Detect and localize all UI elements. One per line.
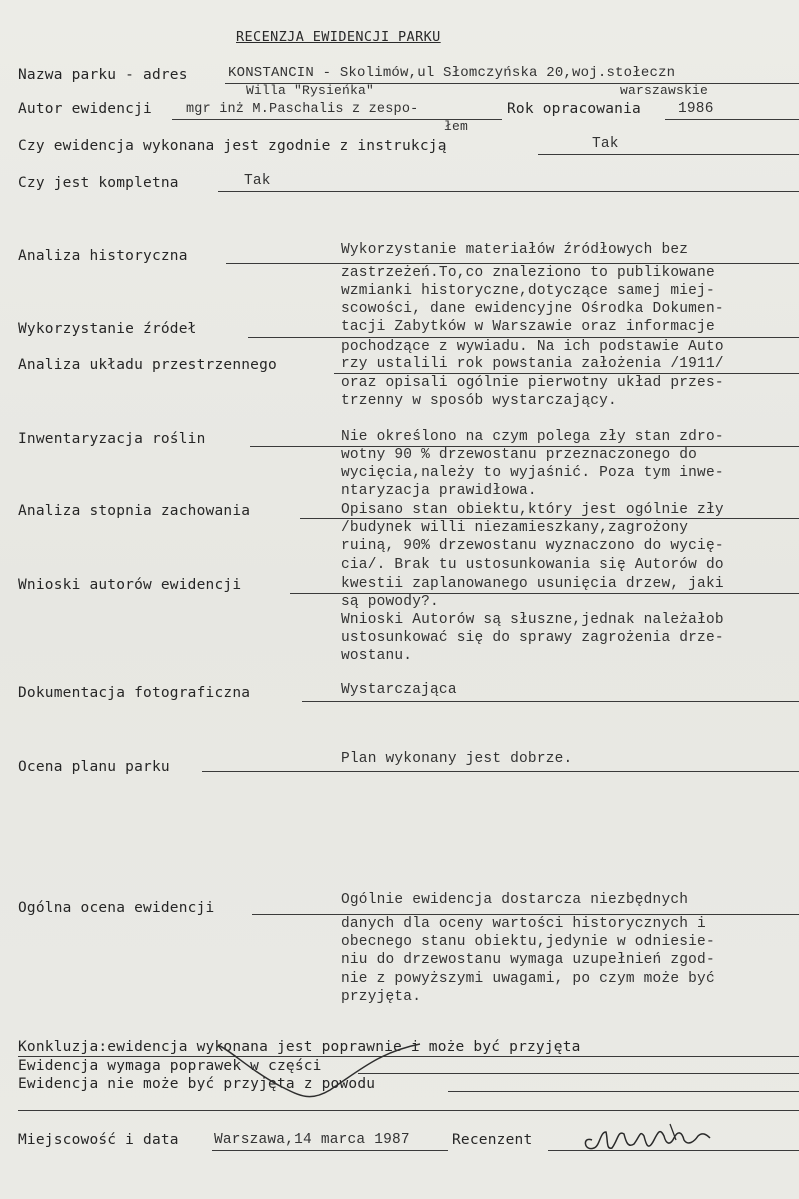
compliance-line	[538, 154, 799, 155]
author-label: Autor ewidencji	[18, 101, 152, 117]
form-title: RECENZJA EWIDENCJI PARKU	[236, 29, 441, 45]
conclusion-partial: Ewidencja wymaga poprawek w części	[18, 1058, 322, 1074]
plan-label: Ocena planu parku	[18, 759, 170, 775]
inventory-text-3: wycięcia,należy to wyjaśnić. Poza tym inwe-	[341, 465, 724, 481]
place-date-label: Miejscowość i data	[18, 1132, 179, 1148]
park-name-label: Nazwa parku - adres	[18, 67, 188, 83]
year-value: 1986	[678, 101, 714, 117]
historical-text-3: wzmianki historyczne,dotyczące samej miej-	[341, 283, 715, 299]
complete-line	[218, 191, 799, 192]
preservation-text-1: Opisano stan obiektu,który jest ogólnie zły	[341, 502, 724, 518]
compliance-label: Czy ewidencja wykonana jest zgodnie z instrukcją	[18, 138, 447, 154]
inventory-text-2: wotny 90 % drzewostanu przeznaczonego do	[341, 447, 698, 463]
place-date-line	[212, 1150, 448, 1151]
year-line	[665, 119, 799, 120]
conclusion-correct: Konkluzja:ewidencja wykonana jest poprawnie i może być przyjęta	[18, 1039, 581, 1055]
preservation-text-3: ruiną, 90% drzewostanu wyznaczono do wycię-	[341, 538, 724, 554]
photo-line	[302, 701, 799, 702]
plan-line	[202, 771, 799, 772]
park-name-value: KONSTANCIN - Skolimów,ul Słomczyńska 20,woj.stołeczn	[228, 65, 676, 81]
signature-image	[578, 1118, 728, 1158]
complete-value: Tak	[244, 173, 271, 189]
overall-text-2: danych dla oceny wartości historycznych i	[341, 916, 706, 932]
overall-text-5: nie z powyższymi uwagami, po czym może być	[341, 971, 715, 987]
historical-text-7: rzy ustalili rok powstania założenia /1911/	[341, 356, 724, 372]
historical-text-1: Wykorzystanie materiałów źródłowych bez	[341, 242, 689, 258]
historical-text-4: scowości, dane ewidencyjne Ośrodka Dokumen-	[341, 301, 724, 317]
historical-text-5: tacji Zabytków w Warszawie oraz informacje	[341, 319, 715, 335]
overall-text-1: Ogólnie ewidencja dostarcza niezbędnych	[341, 892, 689, 908]
historical-text-2: zastrzeżeń.To,co znaleziono to publikowane	[341, 265, 715, 281]
strike-scribble	[190, 1040, 470, 1110]
conclusion-line-4	[18, 1110, 799, 1111]
preservation-text-6: są powody?.	[341, 594, 439, 610]
year-label: Rok opracowania	[507, 101, 641, 117]
conclusion-line-3	[448, 1091, 799, 1092]
historical-text-6: pochodzące z wywiadu. Na ich podstawie Auto	[341, 339, 724, 355]
overall-text-6: przyjęta.	[341, 989, 422, 1005]
conclusion-rejected: Ewidencja nie może być przyjęta z powodu	[18, 1076, 376, 1092]
author-value-cont: łem	[444, 119, 469, 134]
historical-text-9: trzenny w sposób wystarczający.	[341, 393, 617, 409]
overall-text-3: obecnego stanu obiektu,jedynie w odniesie-	[341, 934, 715, 950]
author-value: mgr inż M.Paschalis z zespo-	[186, 102, 419, 117]
spatial-label: Analiza układu przestrzennego	[18, 357, 277, 373]
conclusions-label: Wnioski autorów ewidencji	[18, 577, 242, 593]
park-name-value-villa: Willa "Rysieńka"	[246, 83, 375, 98]
overall-label: Ogólna ocena ewidencji	[18, 900, 215, 916]
preservation-text-2: /budynek willi niezamieszkany,zagrożony	[341, 520, 689, 536]
park-name-value-region: warszawskie	[620, 83, 709, 98]
photo-label: Dokumentacja fotograficzna	[18, 685, 251, 701]
preservation-text-8: ustosunkować się do sprawy zagrożenia drze-	[341, 630, 724, 646]
place-date-value: Warszawa,14 marca 1987	[214, 1132, 410, 1148]
reviewer-label: Recenzent	[452, 1132, 533, 1148]
overall-text-4: niu do drzewostanu wymaga uzupełnień zgod-	[341, 952, 715, 968]
sources-label: Wykorzystanie źródeł	[18, 321, 197, 337]
plan-text: Plan wykonany jest dobrze.	[341, 751, 573, 767]
historical-label: Analiza historyczna	[18, 248, 188, 264]
historical-text-8: oraz opisali ogólnie pierwotny układ przes-	[341, 375, 724, 391]
preservation-text-4: cia/. Brak tu ustosunkowania się Autorów do	[341, 557, 724, 573]
preservation-label: Analiza stopnia zachowania	[18, 503, 251, 519]
preservation-text-9: wostanu.	[341, 648, 413, 664]
preservation-text-7: Wnioski Autorów są słuszne,jednak należałob	[341, 612, 724, 628]
photo-text: Wystarczająca	[341, 682, 457, 698]
inventory-text-1: Nie określono na czym polega zły stan zdro-	[341, 429, 724, 445]
inventory-label: Inwentaryzacja roślin	[18, 431, 206, 447]
inventory-text-4: ntaryzacja prawidłowa.	[341, 483, 537, 499]
preservation-text-5: kwestii zaplanowanego usunięcia drzew, jaki	[341, 576, 724, 592]
compliance-value: Tak	[592, 136, 619, 152]
complete-label: Czy jest kompletna	[18, 175, 179, 191]
